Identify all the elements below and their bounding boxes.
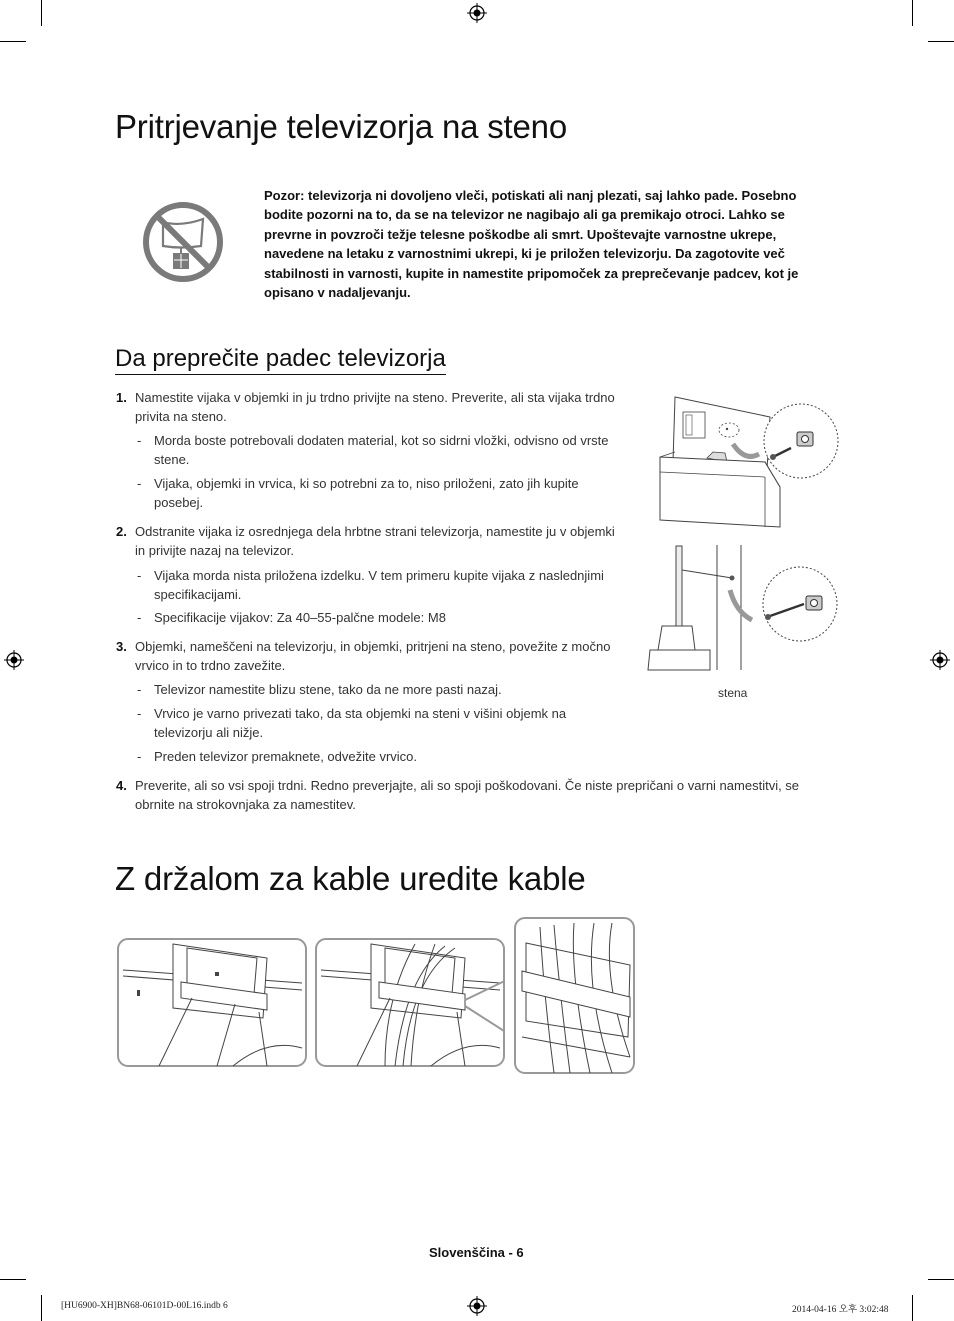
cable-holder-illustration-2 <box>315 938 505 1068</box>
crop-mark <box>912 0 913 26</box>
crop-mark <box>0 41 26 42</box>
sub-item-text: Vijaka, objemki in vrvica, ki so potrebni za to, niso priloženi, zato jih kupite posebej. <box>154 476 579 511</box>
crop-mark <box>0 1279 26 1280</box>
step-number: 2. <box>116 524 127 539</box>
cable-holder-illustration-1 <box>117 938 307 1068</box>
step-text: Preverite, ali so vsi spoji trdni. Redno preverjajte, ali so spoji poškodovani. Če niste prepričani o varni namestitvi, se obrnite na strokovnjaka za namestitev. <box>135 778 800 813</box>
crop-mark <box>928 41 954 42</box>
crop-mark <box>41 1295 42 1321</box>
page-title: Pritrjevanje televizorja na steno <box>115 108 567 145</box>
step-number: 4. <box>116 778 127 793</box>
step-text: Objemki, nameščeni na televizorju, in objemki, pritrjeni na steno, povežite z močno vrvico in to trdno zavežite. <box>135 639 611 674</box>
figure-caption: stena <box>718 686 748 700</box>
sub-item-text: Morda boste potrebovali dodaten material, kot so sidrni vložki, odvisno od vrste stene. <box>154 433 609 468</box>
print-slug-right: 2014-04-16 오후 3:02:48 <box>792 1305 889 1315</box>
page-number: Slovenščina - 6 <box>429 1245 524 1260</box>
crop-mark <box>41 0 42 26</box>
step-text: Odstranite vijaka iz osrednjega dela hrbtne strani televizorja, namestite ju v objemki in privijte nazaj na televizor. <box>135 524 615 559</box>
sub-item-text: Preden televizor premaknete, odvežite vrvico. <box>154 749 418 764</box>
registration-mark-icon <box>467 3 487 23</box>
tv-bracket-illustration <box>655 392 840 532</box>
no-tv-tipping-icon <box>141 200 225 284</box>
sub-item-text: Vrvico je varno privezati tako, da sta objemki na steni v višini objemk na televizorju ali nižje. <box>154 706 567 741</box>
step-number: 3. <box>116 639 127 654</box>
crop-mark <box>912 1295 913 1321</box>
registration-mark-icon <box>4 650 24 670</box>
cable-holder-detail-illustration <box>514 917 636 1075</box>
registration-mark-icon <box>930 650 950 670</box>
print-slug-left: [HU6900-XH]BN68-06101D-00L16.indb 6 <box>61 1301 228 1311</box>
section-subtitle: Da preprečite padec televizorja <box>115 345 446 375</box>
sub-item-text: Specifikacije vijakov: Za 40–55-palčne modele: M8 <box>154 610 446 625</box>
step-text: Namestite vijaka v objemki in ju trdno privijte na steno. Preverite, ali sta vijaka trdno privita na steno. <box>135 390 615 425</box>
wall-tether-illustration <box>640 540 845 680</box>
step-number: 1. <box>116 390 127 405</box>
warning-text: Pozor: televizorja ni dovoljeno vleči, potiskati ali nanj plezati, saj lahko pade. Posebno bodite pozorni na to, da se na televizor ne nagibajo ali ga premikajo otroci. Lahko se prevrne in povzroči težje telesne poškodbe ali smrt. Upoštevajte varnostne ukrepe, navedene na letaku z varnostnimi ukrepi, ki je priložen televizorju. Da zagotovite več stabilnosti in varnosti, kupite in namestite pripomoček za preprečevanje padcev, kot je opisano v nadaljevanju. <box>264 188 799 301</box>
sub-item-text: Vijaka morda nista priložena izdelku. V tem primeru kupite vijaka z naslednjimi specifikacijami. <box>154 568 604 603</box>
registration-mark-icon <box>467 1296 487 1316</box>
cable-section-title: Z držalom za kable uredite kable <box>115 860 586 897</box>
sub-item-text: Televizor namestite blizu stene, tako da ne more pasti nazaj. <box>154 682 502 697</box>
crop-mark <box>928 1279 954 1280</box>
